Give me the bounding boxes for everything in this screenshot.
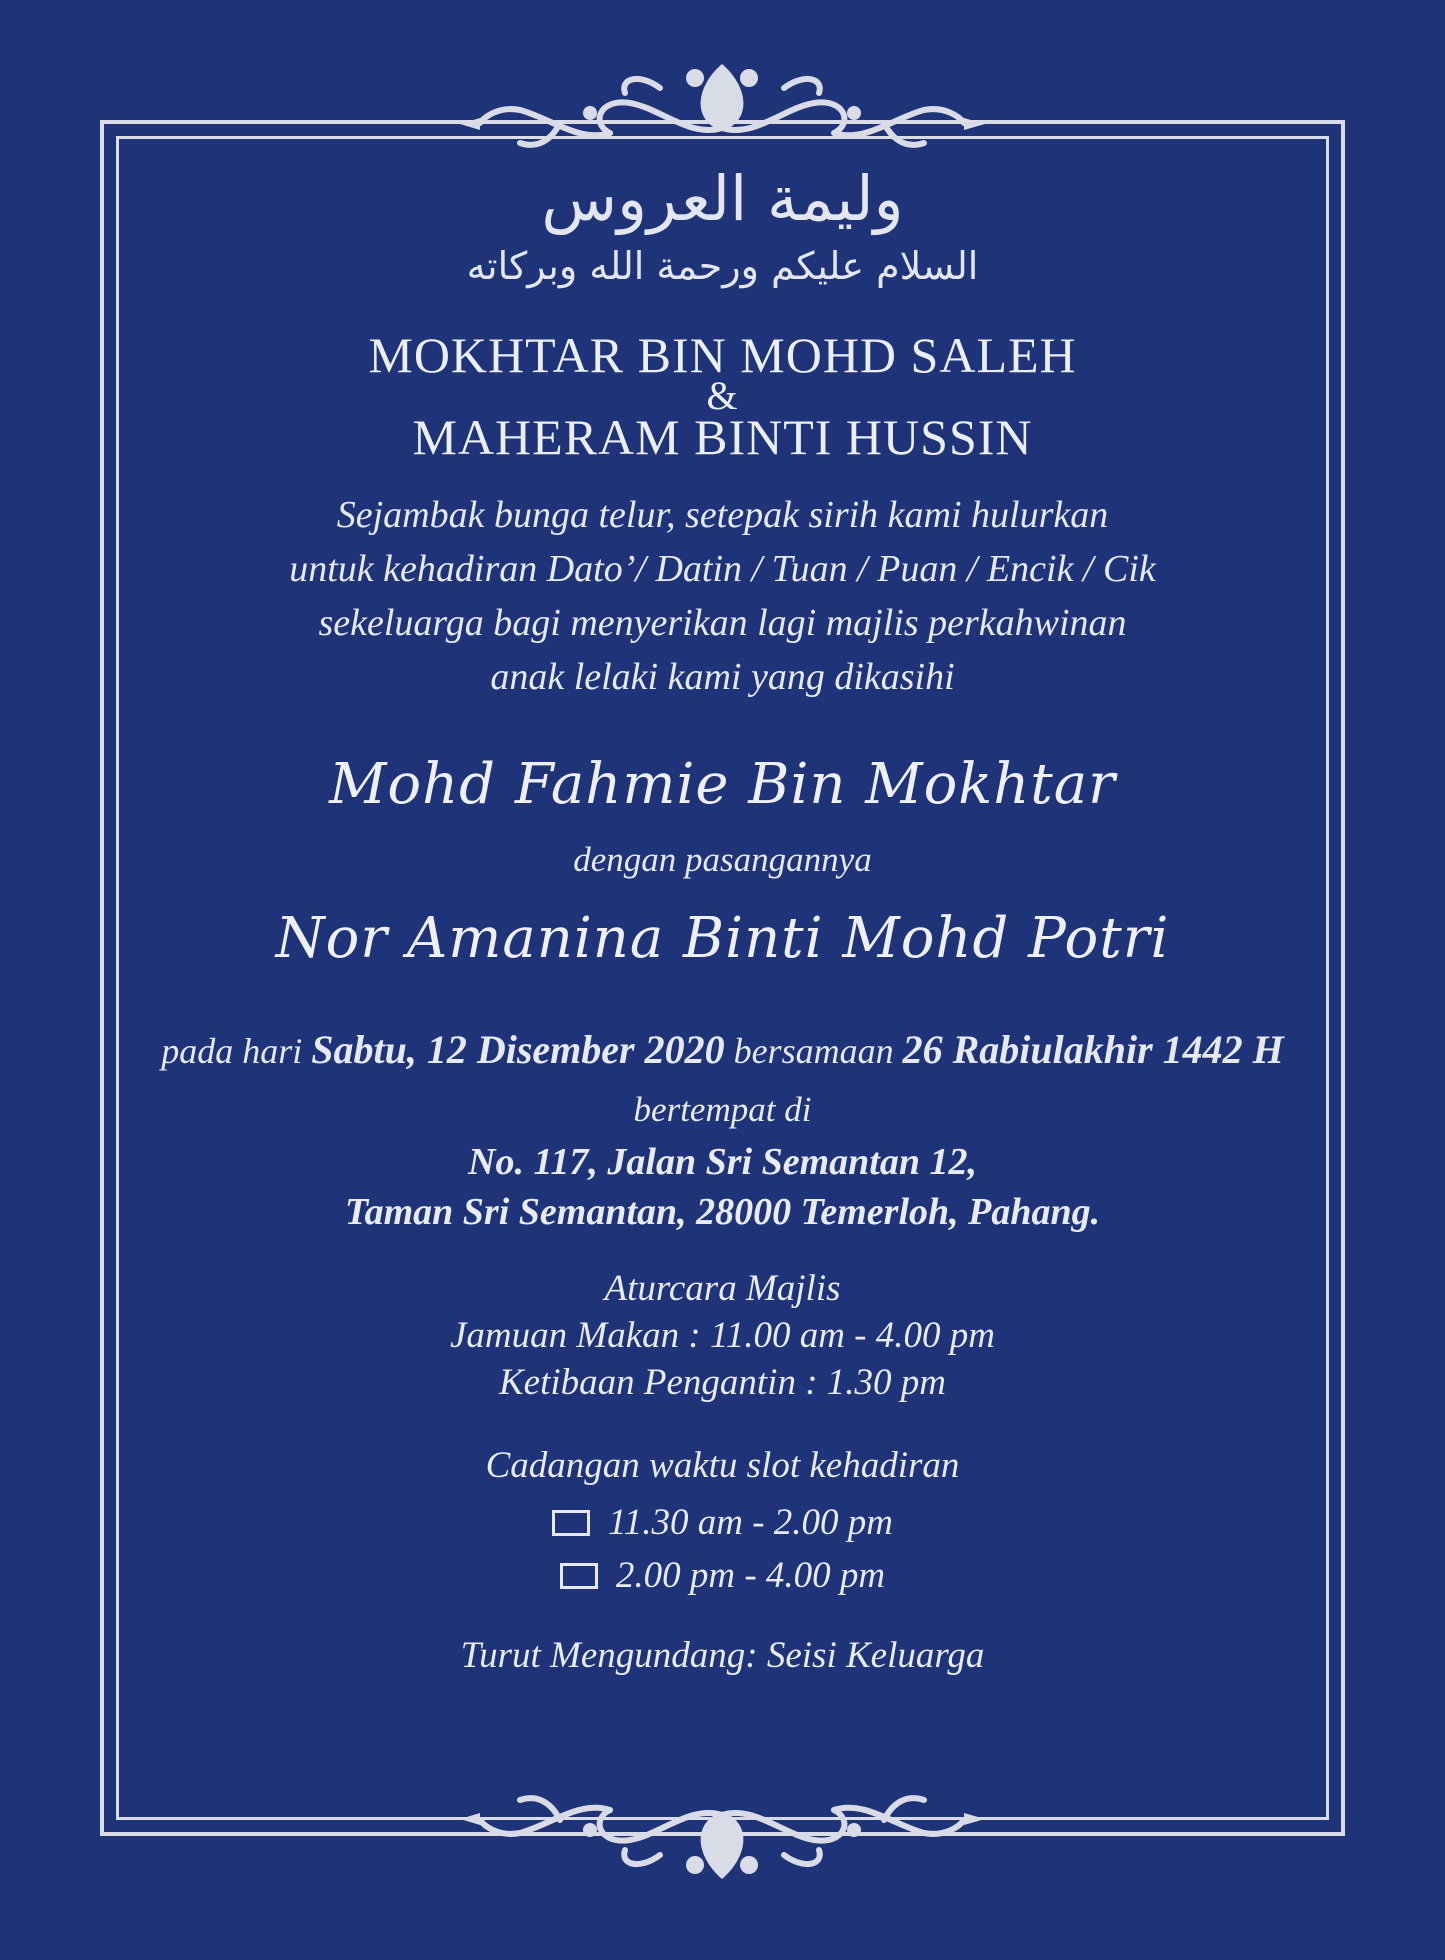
slot-option[interactable] (130, 1496, 1315, 1549)
slot-option[interactable] (130, 1549, 1315, 1602)
intro-line: sekeluarga bagi menyerikan lagi majlis perkahwinan (318, 602, 1127, 644)
event-date (130, 1022, 1315, 1079)
ampersand: & (706, 373, 739, 418)
parents-names (130, 327, 1315, 465)
invitation-content (130, 160, 1315, 1686)
intro-line: untuk kehadiran Dato’/ Datin / Tuan / Puan / Encik / Cik (289, 548, 1156, 590)
bottom-flourish-ornament (460, 1785, 985, 1895)
co-invitation-note: Turut Mengundang: Seisi Keluarga (460, 1635, 985, 1676)
arabic-title: وليمة العروس (541, 162, 904, 235)
gregorian-date: Sabtu, 12 Disember 2020 (311, 1027, 725, 1072)
date-middle: bersamaan (733, 1031, 894, 1071)
hijri-date: 26 Rabiulakhir 1442 H (902, 1027, 1284, 1072)
father-name: MOKHTAR BIN MOHD SALEH (368, 327, 1077, 383)
address-line: No. 117, Jalan Sri Semantan 12, (468, 1141, 977, 1183)
slots-title: Cadangan waktu slot kehadiran (485, 1445, 960, 1486)
slot-checkbox[interactable] (560, 1563, 598, 1589)
intro-line: Sejambak bunga telur, setepak sirih kami hulurkan (336, 494, 1109, 536)
invitation-text (130, 488, 1315, 704)
venue-label: bertempat di (633, 1090, 812, 1129)
slot-label: 2.00 pm - 4.00 pm (615, 1555, 886, 1596)
slot-label: 11.30 am - 2.00 pm (607, 1502, 893, 1543)
with-partner-text: dengan pasangannya (573, 840, 872, 879)
venue-address (130, 1137, 1315, 1237)
bride-name: Nor Amanina Binti Mohd Potri (275, 906, 1170, 971)
date-prefix: pada hari (161, 1031, 303, 1071)
program-title: Aturcara Majlis (604, 1268, 841, 1309)
groom-name: Mohd Fahmie Bin Mokhtar (329, 752, 1116, 817)
arabic-greeting: السلام عليكم ورحمة الله وبركاته (466, 244, 979, 288)
program-schedule (130, 1265, 1315, 1406)
mother-name: MAHERAM BINTI HUSSIN (412, 409, 1033, 465)
top-flourish-ornament (460, 48, 985, 158)
slot-checkbox[interactable] (552, 1510, 590, 1536)
meal-time: Jamuan Makan : 11.00 am - 4.00 pm (450, 1315, 995, 1356)
intro-line: anak lelaki kami yang dikasihi (490, 656, 955, 698)
address-line: Taman Sri Semantan, 28000 Temerloh, Pahang. (344, 1191, 1101, 1233)
arrival-time: Ketibaan Pengantin : 1.30 pm (498, 1362, 947, 1403)
